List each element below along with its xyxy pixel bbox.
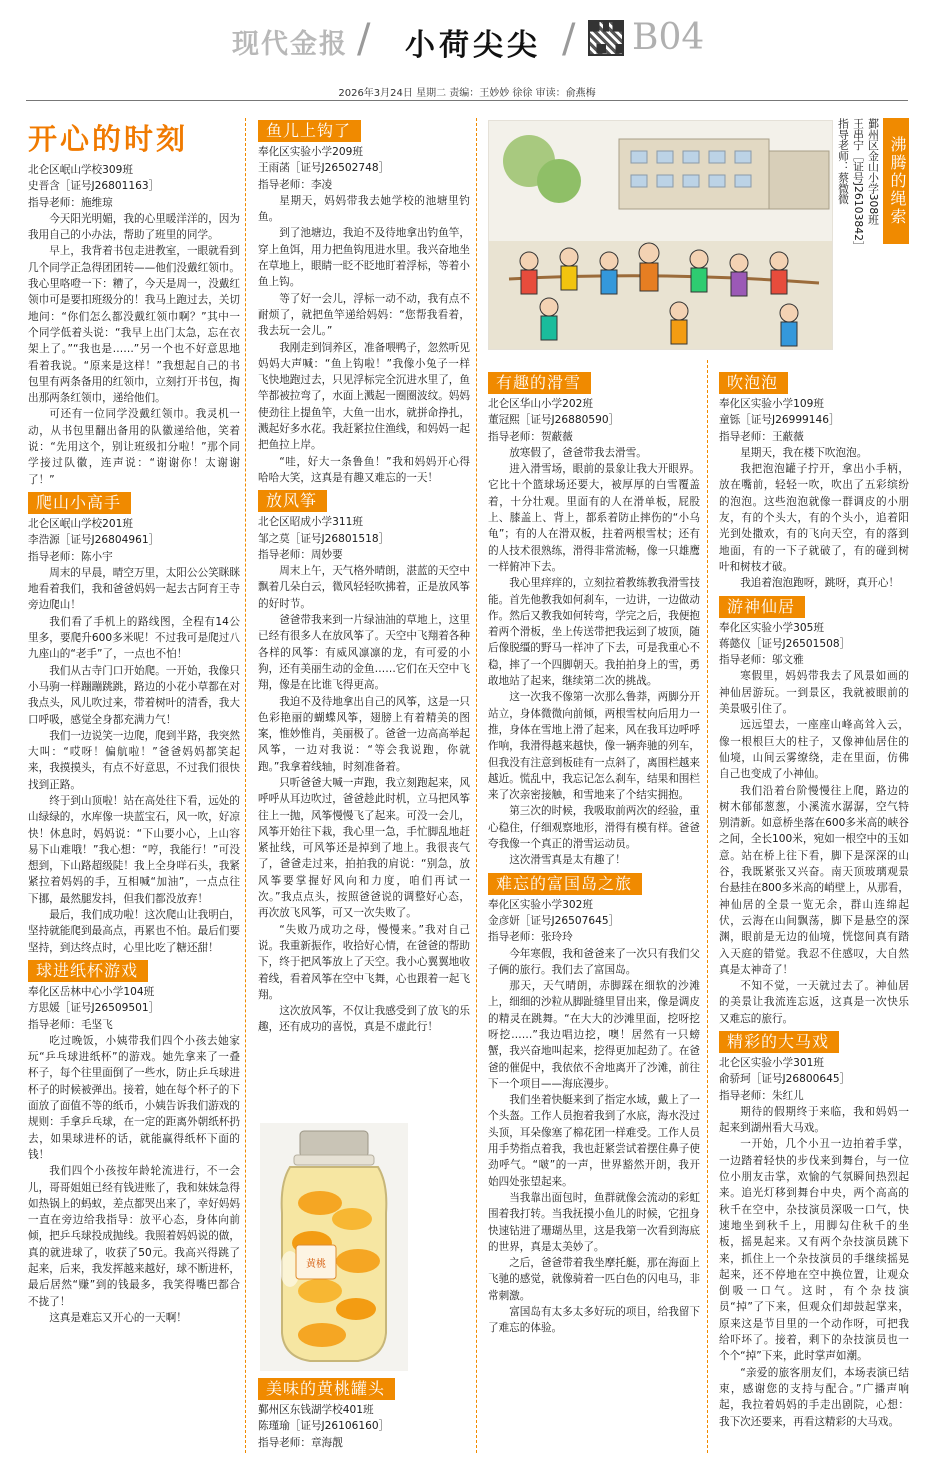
paragraph: 今天阳光明媚，我的心里暖洋洋的，因为我用自己的小办法，帮助了班里的同学。 <box>28 212 240 242</box>
paragraph: 不知不觉，一天就过去了。神仙居的美景让我流连忘返，这真是一次快乐又难忘的旅行。 <box>719 980 909 1025</box>
paragraph: 富国岛有太多太多好玩的项目，给我留下了难忘的体验。 <box>488 1306 700 1335</box>
dateline: 2026年3月24日 星期二 责编：王妙妙 徐徐 审读：俞燕梅 <box>338 88 596 99</box>
paragraph: 这次滑雪真是太有趣了！ <box>509 854 626 867</box>
article-title: 有趣的滑雪 <box>488 372 591 394</box>
article-teacher: 指导老师：周妙要 <box>258 548 343 561</box>
article-teacher: 指导老师：陈小宇 <box>28 550 113 563</box>
article-title: 精彩的大马戏 <box>719 1031 839 1053</box>
paragraph: 当我靠出面包时，鱼群就像会流动的彩虹围着我打转。当我抚摸小鱼儿的时候，它扭身快速钻进了珊瑚丛里，这是我第一次看到海底的世界，真是太美妙了。 <box>488 1191 700 1253</box>
column-3 <box>488 368 700 1337</box>
paragraph: 我迫不及待地拿出自己的风筝，这是一只色彩艳丽的蝴蝶风筝，翅膀上有着精美的图案，惟妙惟肖，美丽极了。爸爸一边高高举起风筝，一边对我说：“等会我说跑，你就跑。”我拿着线轴，时刻准备着。 <box>258 695 470 773</box>
paragraph: 放寒假了，爸爸带我去滑雪。 <box>509 446 647 459</box>
paragraph: 周末的早晨，晴空万里，太阳公公笑眯眯地看着我们，我和爸爸妈妈一起去古阿育王寺旁边爬山！ <box>28 566 240 612</box>
paragraph: 我刚走到饲养区，准备喂鸭子，忽然听见妈妈大声喊：“鱼上钩啦！”我像小兔子一样飞快地跑过去，只见浮标完全沉进水里了，鱼竿都被拉弯了，水面上溅起一圈圈波纹。妈妈使劲往上提鱼竿，大鱼一出水，就拼命挣扎，溅起好多水花。我赶紧拉住渔线，和妈妈一起把鱼拉上岸。 <box>258 341 470 452</box>
article-author: 俞骄珂［证号J26800645］ <box>719 1073 851 1086</box>
article-title: 放风筝 <box>258 490 327 512</box>
vertical-byline <box>836 118 881 342</box>
paragraph: 远远望去，一座座山峰高耸入云，像一根根巨大的柱子，又像神仙居住的仙境，山间云雾缭绕，走在里面，仿佛自己也变成了小神仙。 <box>719 719 909 781</box>
paragraph: 今年寒假，我和爸爸来了一次只有我们父子俩的旅行。我们去了富国岛。 <box>488 947 700 976</box>
column-divider <box>476 118 477 1453</box>
article-school: 奉化区岳林中心小学104班 <box>28 985 155 998</box>
paragraph: 这一次我不像第一次那么鲁莽，两脚分开站立，身体微微向前倾，两根雪杖向后用力一推，身体在雪地上滑了起来，风在我耳边呼呼作响，我滑得越来越快，像一辆奔驰的列车，但我没有注意到板硅有一点斜了，离围栏越来越近。慌乱中，我忘记怎么刹车，结果和围栏来了次亲密接触，和雪地来了个结实拥抱。 <box>488 691 700 802</box>
page-headline: 开心的时刻 <box>28 122 189 156</box>
article-school: 鄞州区东钱湖学校401班 <box>258 1404 374 1416</box>
article-author: 方思媛［证号J26509501］ <box>28 1002 160 1015</box>
article-title: 鱼儿上钩了 <box>258 120 361 142</box>
article-teacher: 指导老师：施维琼 <box>28 196 113 209</box>
paragraph: 期待的假期终于来临，我和妈妈一起来到湖州看大马戏。 <box>719 1105 909 1135</box>
article-author: 李浩源［证号J26804961］ <box>28 534 160 547</box>
paragraph: 可还有一位同学没戴红领巾。我灵机一动，从书包里翻出备用的队徽递给他，笑着说：“先用这个，别让班级扣分啦！”那个同学接过队徽，连声说：“谢谢你！太谢谢了！” <box>28 408 240 486</box>
paragraph: 到了池塘边，我迫不及待地拿出钓鱼竿，穿上鱼饵，用力把鱼钩甩进水里。我兴奋地坐在草地上，眼睛一眨不眨地盯着浮标，等着小鱼上钩。 <box>258 227 470 289</box>
column-2-bottom <box>258 1374 470 1451</box>
article-author: 蒋懿仪［证号J26501508］ <box>719 637 851 650</box>
paragraph: 第三次的时候，我吸取前两次的经验，重心稳住，仔细观察地形，滑得有模有样。爸爸夸我像一个真正的滑雪运动员。 <box>488 805 700 851</box>
paragraph: 爸爸带我来到一片绿油油的草地上，这里已经有很多人在放风筝了。天空中飞翔着各种各样的风筝：有威风凛凛的龙，有可爱的小狗，还有美丽生动的金鱼……它们在天空中飞翔，像是在比谁飞得更高。 <box>258 614 470 692</box>
article-teacher: 指导老师：章海靓 <box>258 1436 343 1449</box>
article-author: 史晋含［证号J26801163］ <box>28 180 160 193</box>
column-2 <box>258 118 470 1036</box>
masthead-divider: / <box>562 16 576 62</box>
masthead-divider: / <box>357 16 371 62</box>
jar-illustration <box>260 1123 408 1371</box>
article-teacher: 指导老师：王蔽薇 <box>719 430 804 443</box>
article-title: 吹泡泡 <box>719 372 788 394</box>
article-school: 奉化区实验小学209班 <box>258 146 363 158</box>
article-school: 北仑区华山小学202班 <box>488 398 593 410</box>
article-author: 董冠熙［证号J26880590］ <box>488 414 620 427</box>
article-school: 奉化区实验小学109班 <box>719 398 824 410</box>
paragraph: 我们看了手机上的路线图，全程有14公里多，要爬升600多米呢！不过我可是爬过八九座山的“老手”了，一点也不怕！ <box>28 615 240 661</box>
article-teacher: 指导老师：李凌 <box>258 178 333 191</box>
article-author: 童铄［证号J26999146］ <box>719 414 840 427</box>
qr-code-icon[interactable] <box>588 20 624 56</box>
article-teacher: 指导老师：邬文雅 <box>719 654 804 667</box>
column-4 <box>719 368 909 1430</box>
article-school: 奉化区实验小学305班 <box>719 621 824 634</box>
article-school: 北仑区岷山学校309班 <box>28 164 133 176</box>
paragraph: “失败乃成功之母，慢慢来。”我对自己说。我重新振作，收拾好心情，在爸爸的帮助下，终于把风筝放上了天空。我小心翼翼地收着线，看着风筝在空中飞舞，心也跟着一起飞翔。 <box>258 923 470 1001</box>
article-title-vertical: 沸腾的绳索 <box>883 118 909 244</box>
article-title: 爬山小高手 <box>28 492 131 514</box>
paragraph: 我心里痒痒的，立刻拉着教练教我滑雪技能。首先他教我如何刹车，一边讲，一边做动作。然后又教我如何转弯，学完之后，我便抱着两个滑板，坐上传送带把我运到了坡顶，随后像脱缰的野马一样冲了下去，可是我重心不稳，摔了一个四脚朝天。我拍拍身上的雪，勇敢地站了起来，继续第二次的挑战。 <box>488 577 700 688</box>
paragraph: 星期天，我在楼下吹泡泡。 <box>740 446 868 459</box>
paragraph: 吃过晚饭，小姨带我们四个小孩去她家玩“乒乓球进纸杯”的游戏。她先拿来了一叠杯子，每个往里面倒了一些水，防止乒乓球进杯子的时候被弹出。接着，她在每个杯子的下面放了面值不等的纸币，小姨告诉我们游戏的规则：手拿乒乓球，在一定的距离外朝纸杯扔去，如果球进杯的话，就能赢得纸杯下面的钱！ <box>28 1034 240 1161</box>
paragraph: 之后，爸爸带着我坐摩托艇，那在海面上飞驰的感觉，就像骑着一匹白色的闪电马，非常刺激。 <box>488 1257 700 1302</box>
paragraph: “哇，好大一条鲁鱼！”我和妈妈开心得哈哈大笑，这真是有趣又难忘的一天！ <box>258 455 470 484</box>
column-divider <box>245 118 246 1453</box>
article-teacher: 指导老师：贺蔽薇 <box>488 430 573 443</box>
paragraph: 我们沿着台阶慢慢往上爬，路边的树木郁郁葱葱，小溪流水潺潺，空气特别清新。如意桥坐落在600多米高的峡谷之间，全长100米，宛如一根空中的玉如意。站在桥上往下看，脚下是深深的山谷，我既紧张又兴奋。南天顶玻璃观景台悬挂在800多米高的峭壁上，从那看，神仙居的全景一览无余，群山连绵起伏，云海在山间飘荡，脚下是悬空的深渊，眼前是无边的仙境，恍惚间真有踏入天庭的错觉。我忍不住感叹，大自然真是太神奇了！ <box>719 784 909 976</box>
paragraph: “亲爱的旅客朋友们，本场表演已结束，感谢您的支持与配合。”广播声响起，我拉着妈妈的手走出剧院，心想：我下次还要来，再看这精彩的大马戏。 <box>719 1366 909 1428</box>
article-title: 美味的黄桃罐头 <box>258 1378 395 1400</box>
tug-of-war-illustration <box>488 120 833 350</box>
paragraph: 我们四个小孩按年龄轮流进行，不一会儿，哥哥姐姐已经有钱进账了，我和妹妹急得如热锅上的蚂蚁，差点都哭出来了，幸好妈妈一直在旁边给我指导：放平心态，身体向前倾，把乒乓球投成抛线。我照着妈妈说的做，真的就进球了，收获了50元。我高兴得跳了起来，后来，我发挥越来越好，球不断进杯，最后居然“赚”到的钱最多，我笑得嘴巴都合不拢了！ <box>28 1165 240 1308</box>
paragraph: 我们坐着快艇来到了指定水域，戴上了一个头盔。工作人员抱着我到了水底，海水没过头顶，耳朵像塞了棉花团一样难受。工作人员用手势指点着我，我也赶紧尝试着摆住鼻子使劲呼气。“啵”的一声，世界豁然开朗，我开始四处张望起来。 <box>488 1094 700 1188</box>
article-school: 鄞州区金山小学308班 <box>867 118 880 226</box>
article-author: 陈瑾瑜［证号J26106160］ <box>258 1420 390 1433</box>
paragraph: 那天，天气晴朗，赤脚踩在细软的沙滩上，细细的沙粒从脚趾缝里冒出来，像是调皮的精灵在跳舞。“在大大的沙滩里面，挖呀挖呀挖……”我边唱边挖，噢！居然有一只螃蟹，我兴奋地叫起来，挖得更加起劲了。在爸爸的催促中，我依依不舍地离开了沙滩，前往下一个项目——海底漫步。 <box>488 980 700 1090</box>
article-teacher: 指导老师：毛坚飞 <box>28 1018 113 1031</box>
jar-label: 黄桃 <box>306 1259 326 1270</box>
article-title: 难忘的富国岛之旅 <box>488 873 642 895</box>
paragraph: 周末上午，天气格外晴朗，湛蓝的天空中飘着几朵白云，微风轻轻吹拂着，正是放风筝的好时节。 <box>258 565 470 610</box>
tug-of-war-drawing <box>489 121 833 350</box>
article-school: 北仑区实验小学301班 <box>719 1056 824 1069</box>
paragraph: 等了好一会儿，浮标一动不动，我有点不耐烦了，就把鱼竿递给妈妈：“您帮我看着，我去玩一会儿。” <box>258 292 470 338</box>
paragraph: 这次放风筝，不仅让我感受到了放飞的乐趣，还有成功的喜悦，真是不虚此行！ <box>258 1005 470 1034</box>
paragraph: 早上，我背着书包走进教室，一眼就看到几个同学正急得团团转——他们没戴红领巾。我心里咯噔一下：糟了，今天是周一，没戴红领巾可是要扣班级分的！我马上跑过去，关切地问：“你们怎么都没戴红领巾啊？”其中一个同学低着头说：“我早上出门太急，忘在衣架上了。”“我也是……”另一个也不好意思地看着我说。“原来是这样！”我想起自己的书包里有两条备用的红领巾，立刻打开书包，掏出那两条红领巾，递给他们。 <box>28 245 240 405</box>
paragraph: 一开始，几个小丑一边拍着手掌，一边踏着轻快的步伐来到舞台，与一位位小朋友击掌，欢愉的气氛瞬间热烈起来。追光灯移到舞台中央，两个高高的秋千在空中，杂技演员深吸一口气，快速地坐到秋千上，用脚勾住秋千的坐板，摇晃起来。又有两个杂技演员跳下来，抓住上一个杂技演员的手继续摇晃起来，还不停地在空中换位置，让观众倒吸一口气。这时，有个杂技演员“掉”了下来，但观众们却鼓起掌来，原来这是节目里的一个动作呀，可把我给吓坏了。接着，剩下的杂技演员也一个个“掉”下来，此时掌声如潮。 <box>719 1138 909 1363</box>
article-school: 北仑区昭成小学311班 <box>258 516 363 529</box>
peach-jar-drawing <box>260 1123 408 1371</box>
article-author: 王雨菡［证号J26502748］ <box>258 162 390 175</box>
masthead <box>0 0 934 80</box>
column-divider <box>707 360 708 1453</box>
page-number: B04 <box>632 17 705 58</box>
paragraph: 我们从古寺门口开始爬。一开始，我像只小马驹一样蹦蹦跳跳，路边的小花小草都在对我点头，风儿吹过来，带着树叶的清香，我大口呼吸，感觉全身都充满力气！ <box>28 664 240 726</box>
paragraph: 进入滑雪场，眼前的景象让我大开眼界。它比十个篮球场还要大，被厚厚的白雪覆盖着，十分壮观。里面有的人在滑单板，屁股上、膝盖上、背上，都系着防止摔伤的“小乌龟”；有的人在滑双板，拄着两根雪杖；还有的人技术很熟练，滑得非常流畅，像一只雄鹰一样俯冲下去。 <box>488 463 700 573</box>
article-author: 邹之莫［证号J26801518］ <box>258 532 390 545</box>
article-teacher: 指导老师：蔡微微 <box>837 118 850 205</box>
paragraph: 我们一边说笑一边爬，爬到半路，我突然大叫：“哎呀！偏航啦！”爸爸妈妈都笑起来，我摸摸头，有点不好意思，不过我们很快找到正路。 <box>28 729 240 791</box>
article-school: 奉化区实验小学302班 <box>488 898 593 911</box>
article-title: 游神仙居 <box>719 596 805 618</box>
paragraph: 星期天，妈妈带我去她学校的池塘里钓鱼。 <box>258 194 470 224</box>
paragraph: 我把泡泡罐子拧开，拿出小手柄，放在嘴前，轻轻一吹，吹出了五彩缤纷的泡泡。这些泡泡就像一群调皮的小朋友，有的个头大，有的个头小，追着阳光到处撒欢，有的飞向天空，有的落到地面，有的一下子就破了，有的碰到树叶和树枝才破。 <box>719 463 909 573</box>
article-title: 球进纸杯游戏 <box>28 960 148 982</box>
paragraph: 终于到山顶啦！站在高处往下看，远处的山绿绿的，水库像一块蓝宝石，风一吹，好凉快！休息时，妈妈说：“下山要小心，上山容易下山难哦！”我心想：“哼，我能行！”可没想到，下山路超级陡！我上全身咩石头，我紧紧拉着妈妈的手，互相喊“加油”，一点点往下挪，最然腿发抖，但我们都没放弃！ <box>28 794 240 905</box>
paragraph: 只听爸爸大喊一声跑，我立刻跑起来，风呼呼从耳边吹过，爸爸趁此时机，立马把风筝往上一抛，风筝慢慢飞了起来。可没一会儿，风筝开始往下栽，我心里一急，手忙脚乱地赶紧扯线，可风筝还是掉到了地上。我很丧气了，爸爸走过来，拍拍我的肩说：“别急，放风筝要掌握好风向和力度，咱们再试一次。”我点点头，按照爸爸说的调整好心态，再次放飞风筝，可又一次失败了。 <box>258 776 470 920</box>
paragraph: 这真是难忘又开心的一天啊！ <box>49 1311 187 1324</box>
article-teacher: 指导老师：朱红儿 <box>719 1089 804 1102</box>
article-author: 金彦妍［证号J26507645］ <box>488 914 620 927</box>
paragraph: 我追着泡泡跑呀，跳呀，真开心！ <box>740 577 900 590</box>
paragraph: 寒假里，妈妈带我去了风景如画的神仙居游玩。一到景区，我就被眼前的美景吸引住了。 <box>719 670 909 716</box>
newspaper-brand: 现代金报 <box>232 29 348 60</box>
section-title: 小荷尖尖 <box>405 28 541 63</box>
paragraph: 最后，我们成功啦！这次爬山让我明白，坚持就能爬到最高点，再累也不怕。最后们要坚持，到达终点时，心里比吃了糖还甜！ <box>28 909 240 954</box>
column-1 <box>28 118 240 1326</box>
article-author: 王串宁［证号J26103842］ <box>852 118 865 252</box>
header-rule <box>26 100 908 101</box>
article-teacher: 指导老师：张玲玲 <box>488 931 573 944</box>
article-school: 北仑区岷山学校201班 <box>28 517 133 530</box>
